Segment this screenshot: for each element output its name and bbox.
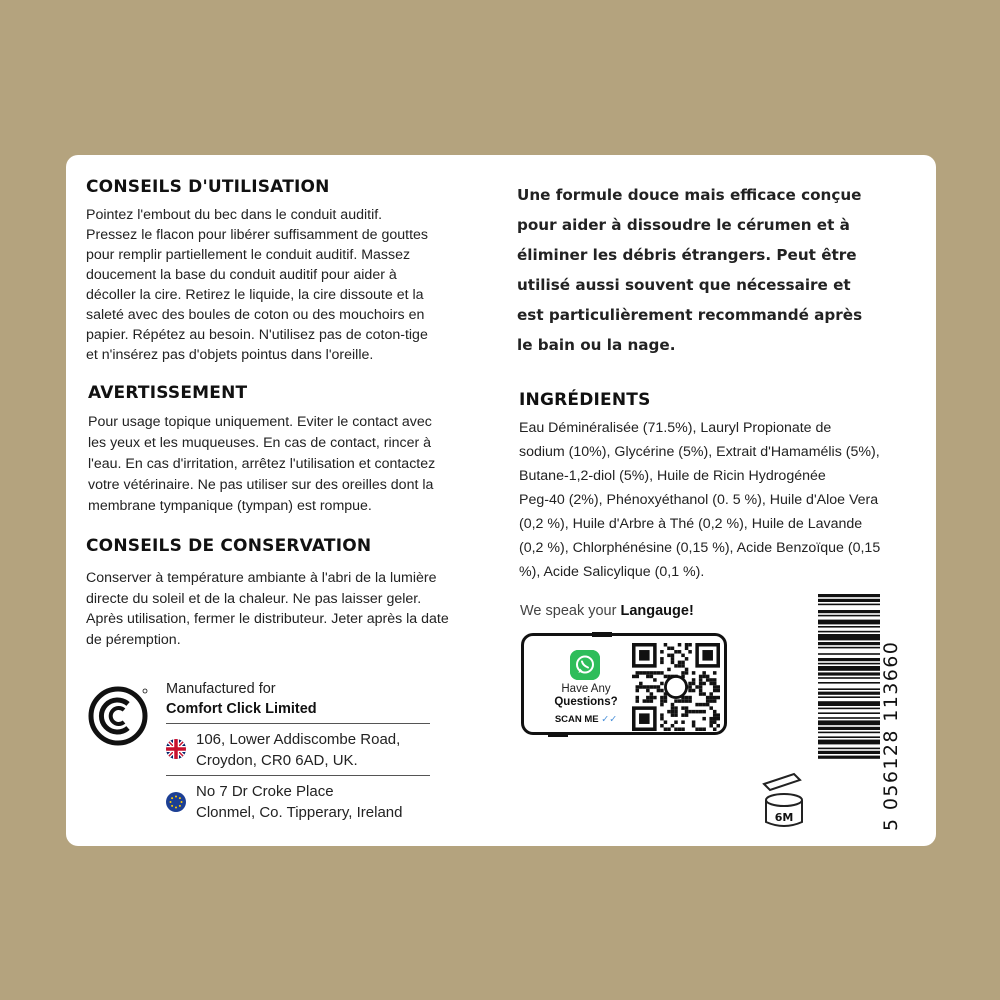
- have-any-label: Have Any: [561, 683, 611, 695]
- storage-line: de péremption.: [86, 631, 181, 648]
- usage-line: pour remplir partiellement le conduit auditif. Massez: [86, 247, 411, 263]
- ingredients-line: (0,2 %), Huile d'Arbre à Thé (0,2 %), Huile de Lavande: [519, 516, 863, 532]
- usage-line: papier. Répétez au besoin. N'utilisez pas de coton-tige: [86, 327, 428, 343]
- check-icon: ✓✓: [601, 714, 618, 725]
- scan-me-label: [542, 714, 630, 725]
- warning-text: [88, 412, 488, 517]
- usage-text: [86, 205, 486, 365]
- questions-label: Questions?: [554, 696, 618, 708]
- speak-bold: Langauge!: [620, 603, 694, 619]
- usage-line: doucement la base du conduit auditif pour aider à: [86, 267, 397, 283]
- uk-flag-icon: [166, 739, 186, 759]
- divider: [166, 723, 430, 724]
- description-line: éliminer les débris étrangers. Peut être: [517, 246, 857, 264]
- usage-line: saleté avec des boules de coton ou des mouchoirs en: [86, 307, 425, 323]
- storage-text: [86, 568, 506, 650]
- ingredients-line: %), Acide Salicylique (0,1 %).: [519, 564, 705, 580]
- description-line: utilisé aussi souvent que nécessaire et: [517, 276, 851, 294]
- ingredients-line: sodium (10%), Glycérine (5%), Extrait d'Hamamélis (5%),: [519, 444, 880, 460]
- company-name: Comfort Click Limited: [166, 701, 317, 717]
- product-description: [517, 180, 892, 360]
- usage-title: CONSEILS D'UTILISATION: [86, 177, 330, 197]
- storage-line: directe du soleil et de la chaleur. Ne pas laisser geler.: [86, 590, 422, 607]
- usage-line: décoller la cire. Retirez le liquide, la cire dissoute et la: [86, 287, 424, 303]
- card-tab: [548, 732, 568, 737]
- usage-line: Pointez l'embout du bec dans le conduit auditif.: [86, 207, 383, 223]
- uk-address-line: 106, Lower Addiscombe Road,: [196, 731, 401, 748]
- storage-line: Après utilisation, fermer le distributeur. Jeter après la date: [86, 611, 449, 627]
- description-line: le bain ou la nage.: [517, 336, 676, 354]
- ingredients-title: INGRÉDIENTS: [519, 390, 651, 410]
- ingredients-line: (0,2 %), Chlorphénésine (0,15 %), Acide Benzoïque (0,15: [519, 540, 881, 556]
- qr-code[interactable]: [632, 643, 720, 731]
- open-jar-icon: [756, 770, 810, 832]
- warning-line: votre vétérinaire. Ne pas utiliser sur des oreilles dont la: [88, 477, 434, 493]
- warning-line: l'eau. En cas d'irritation, arrêtez l'utilisation et contactez: [88, 456, 436, 472]
- ingredients-line: Butane-1,2-diol (5%), Huile de Ricin Hydrogénée: [519, 468, 826, 484]
- speak-prefix: We speak your: [520, 603, 621, 619]
- speak-language-tagline: [520, 603, 694, 619]
- pao-label: 6M: [774, 811, 794, 824]
- ingredients-line: Eau Déminéralisée (71.5%), Lauryl Propionate de: [519, 420, 832, 436]
- description-line: Une formule douce mais efficace conçue: [517, 186, 862, 204]
- contact-qr-card[interactable]: [521, 633, 727, 735]
- usage-line: Pressez le flacon pour libérer suffisamment de gouttes: [86, 227, 428, 243]
- scan-me-text: SCAN ME: [554, 714, 599, 725]
- barcode-number: [880, 595, 902, 835]
- divider: [166, 775, 430, 776]
- uk-address-line: Croydon, CR0 6AD, UK.: [196, 752, 358, 769]
- warning-line: les yeux et les muqueuses. En cas de contact, rincer à: [88, 435, 432, 451]
- comfort-click-logo: [88, 686, 148, 746]
- eu-flag-icon: [166, 792, 186, 812]
- warning-title: AVERTISSEMENT: [88, 383, 248, 403]
- description-line: est particulièrement recommandé après: [517, 306, 863, 324]
- warning-line: Pour usage topique uniquement. Eviter le contact avec: [88, 414, 432, 430]
- warning-line: membrane tympanique (tympan) est rompue.: [88, 498, 372, 514]
- manufactured-for-label: Manufactured for: [166, 681, 276, 697]
- ie-address: [196, 781, 402, 823]
- ie-address-line: Clonmel, Co. Tipperary, Ireland: [196, 804, 403, 821]
- ingredients-line: Peg-40 (2%), Phénoxyéthanol (0. 5 %), Huile d'Aloe Vera: [519, 492, 879, 508]
- storage-line: Conserver à température ambiante à l'abri de la lumière: [86, 570, 437, 586]
- ingredients-list: [519, 416, 914, 584]
- ie-address-line: No 7 Dr Croke Place: [196, 783, 334, 800]
- manufacturer-block: [166, 679, 317, 719]
- whatsapp-icon: [570, 650, 600, 680]
- card-tab: [592, 632, 612, 637]
- barcode: [818, 594, 880, 832]
- usage-line: et n'insérez pas d'objets pointus dans l'oreille.: [86, 347, 374, 363]
- description-line: pour aider à dissoudre le cérumen et à: [517, 216, 850, 234]
- questions-text: [542, 683, 630, 709]
- uk-address: [196, 729, 400, 771]
- barcode-number-text: 5 056128 113660: [880, 640, 902, 831]
- storage-title: CONSEILS DE CONSERVATION: [86, 536, 372, 556]
